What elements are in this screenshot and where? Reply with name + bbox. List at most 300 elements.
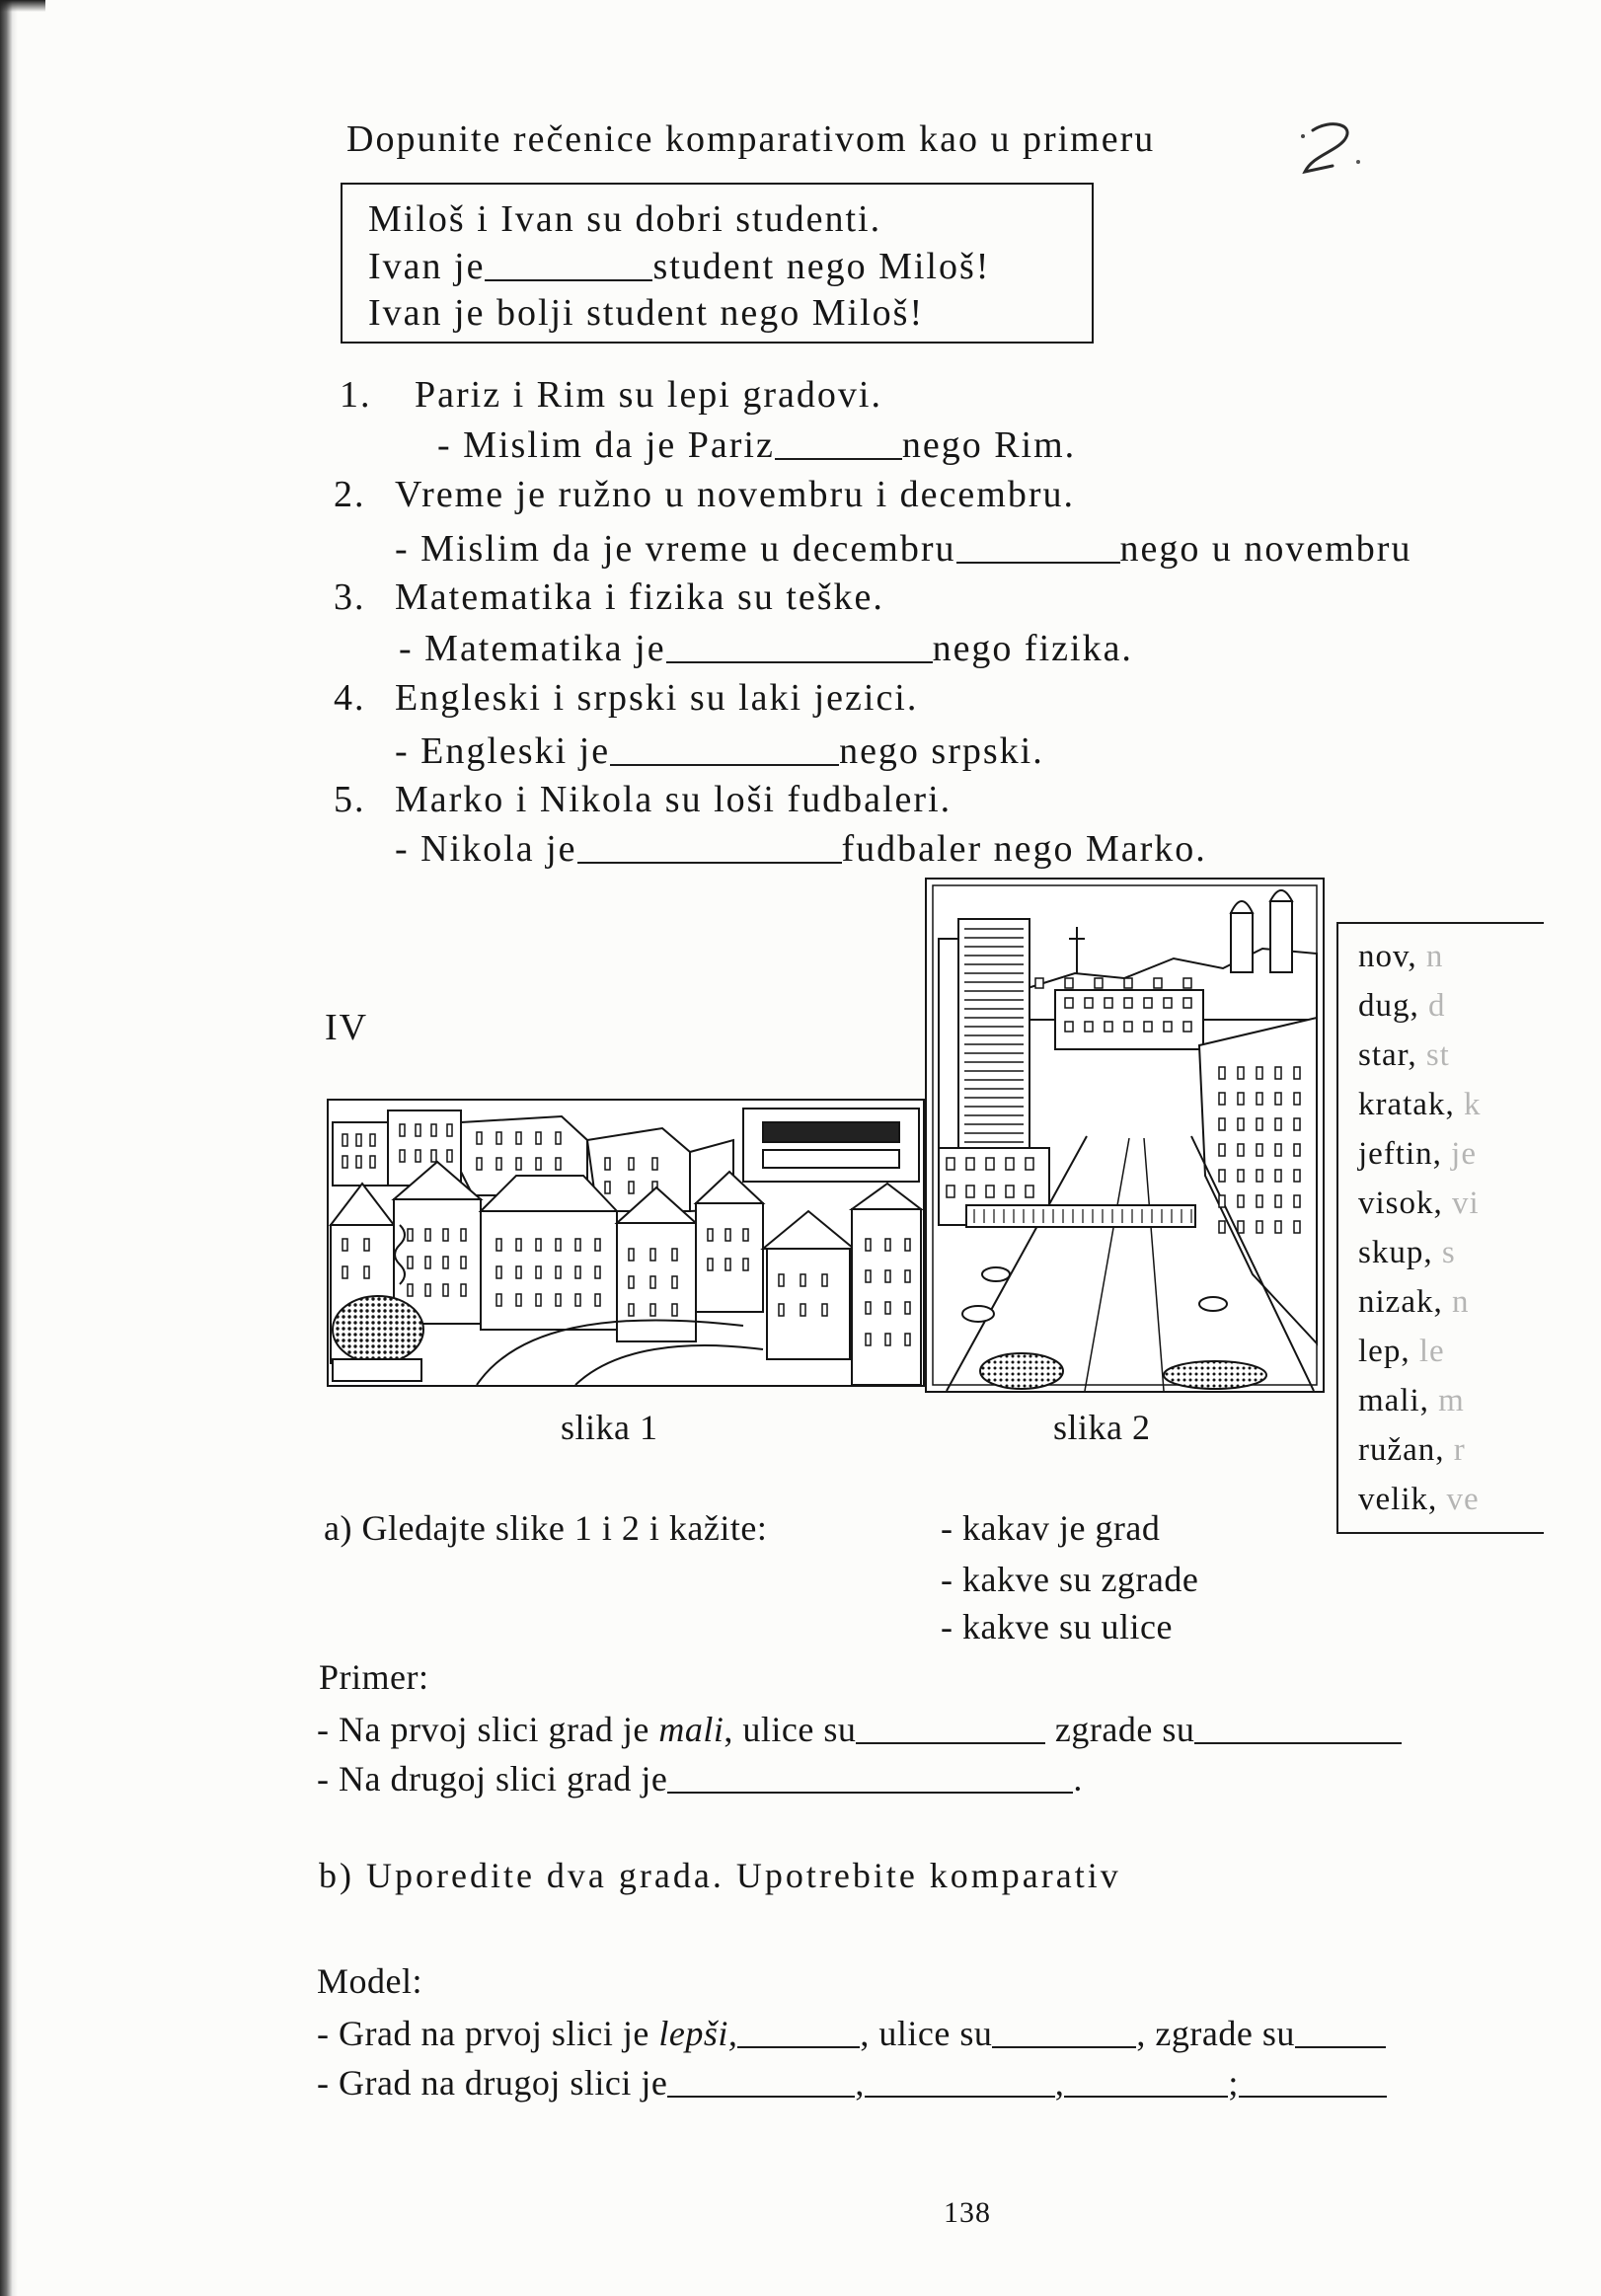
window (1006, 1186, 1014, 1197)
window (431, 1124, 436, 1136)
building (743, 1109, 919, 1182)
item-number: 1. (340, 374, 372, 416)
church-dome (1231, 901, 1253, 913)
model-start: - Grad na prvoj slici je (317, 2014, 659, 2053)
window (779, 1274, 784, 1286)
example-line-2-start: Ivan je (368, 246, 486, 287)
answer-end: fudbaler nego Marko. (841, 828, 1207, 870)
window (743, 1229, 748, 1241)
answer-blank (956, 532, 1120, 564)
bush (1164, 1361, 1266, 1389)
window (1257, 1093, 1262, 1105)
window (629, 1304, 634, 1316)
window (1183, 978, 1191, 988)
model-separator: , zgrade su (1136, 2014, 1295, 2053)
window (1144, 1022, 1152, 1032)
window (1164, 998, 1172, 1008)
window (356, 1134, 361, 1146)
window (1006, 1158, 1014, 1170)
window (986, 1186, 994, 1197)
window (595, 1239, 600, 1251)
picture-1-frame (327, 1099, 925, 1387)
item-answer-line (395, 825, 1207, 873)
house-roof (852, 1184, 921, 1209)
word-list-item (1358, 1475, 1481, 1524)
window (1219, 1093, 1225, 1105)
window (629, 1276, 634, 1288)
window (425, 1229, 430, 1241)
window (866, 1239, 871, 1251)
window (1065, 1022, 1073, 1032)
window (986, 1158, 994, 1170)
window (947, 1186, 954, 1197)
window (408, 1229, 413, 1241)
town-drawing (331, 1109, 921, 1385)
model-line-1 (317, 2010, 1386, 2057)
adjective: nizak, (1358, 1284, 1443, 1320)
adjective: dug, (1358, 988, 1419, 1024)
window (1105, 998, 1112, 1008)
window (866, 1270, 871, 1282)
window (556, 1158, 561, 1170)
window (1219, 1118, 1225, 1130)
window (556, 1239, 561, 1251)
example-a-end: . (1073, 1759, 1083, 1799)
answer-start: - Mislim da je vreme u decembru (395, 528, 956, 570)
house-roof (763, 1211, 854, 1249)
window (885, 1270, 890, 1282)
cut-off-fragment: d (1428, 988, 1446, 1024)
window (725, 1259, 730, 1270)
window (536, 1266, 541, 1278)
window (650, 1304, 655, 1316)
window (1065, 998, 1073, 1008)
window (461, 1229, 466, 1241)
cut-off-fragment: ve (1446, 1482, 1480, 1517)
word-list-item (1358, 1179, 1481, 1228)
word-list-item (1358, 1425, 1481, 1475)
pencil-dot (1301, 134, 1305, 138)
word-list-item (1358, 932, 1481, 981)
example-a-end: zgrade su (1045, 1710, 1195, 1749)
window (629, 1158, 634, 1170)
window (1219, 1221, 1225, 1233)
city-drawing (933, 885, 1317, 1391)
window (1164, 1022, 1172, 1032)
answer-end: nego u novembru (1119, 528, 1412, 570)
road-edge (575, 1345, 763, 1385)
window (1275, 1118, 1281, 1130)
answer-blank (485, 250, 652, 281)
example-box (341, 183, 1094, 344)
picture-1-caption: slika 1 (561, 1408, 658, 1447)
window (1105, 1022, 1112, 1032)
window (905, 1334, 910, 1345)
pencil-dot (1356, 160, 1360, 164)
cut-off-fragment: n (1451, 1284, 1470, 1320)
window (425, 1284, 430, 1296)
item-answer-line (395, 525, 1411, 573)
picture-2-frame (925, 878, 1325, 1393)
window (370, 1134, 375, 1146)
window (866, 1302, 871, 1314)
window (1294, 1093, 1300, 1105)
adjective: velik, (1358, 1482, 1438, 1517)
item-number: 5. (334, 779, 366, 820)
window (343, 1156, 347, 1168)
example-a-start: - Na prvoj slici grad je (317, 1710, 659, 1749)
window (629, 1182, 634, 1193)
cut-off-fragment: vi (1452, 1186, 1480, 1221)
window (1238, 1093, 1244, 1105)
building-window-band (763, 1122, 899, 1142)
answer-blank (667, 2066, 855, 2098)
example-a-middle: , ulice su (724, 1710, 857, 1749)
exercise-title: Dopunite rečenice komparativom kao u primeru (346, 118, 1156, 160)
window (1026, 1186, 1033, 1197)
item-number: 3. (334, 576, 366, 618)
answer-end: nego fizika. (932, 628, 1133, 669)
window (496, 1294, 501, 1306)
window (1294, 1170, 1300, 1182)
window (1275, 1067, 1281, 1079)
word-list-item (1358, 1129, 1481, 1179)
window (343, 1266, 347, 1278)
answer-blank (737, 2017, 860, 2048)
adjective: mali, (1358, 1383, 1429, 1418)
task-a-question: - kakve su ulice (941, 1607, 1173, 1646)
window (1238, 1195, 1244, 1207)
window (461, 1284, 466, 1296)
item-number: 4. (334, 677, 366, 719)
church-dome (1270, 890, 1292, 901)
picture-2-caption: slika 2 (1053, 1408, 1151, 1447)
tram-track (1085, 1138, 1129, 1391)
window (516, 1266, 521, 1278)
window (652, 1158, 657, 1170)
adjective-word-box (1336, 922, 1544, 1534)
cut-off-fragment: r (1453, 1432, 1466, 1468)
item-number: 2. (334, 474, 366, 515)
window (443, 1257, 448, 1268)
window (885, 1239, 890, 1251)
item-sentence: Vreme je ružno u novembru i decembru. (395, 474, 1075, 515)
window (536, 1158, 541, 1170)
model-line-2 (317, 2059, 1387, 2106)
window (800, 1304, 805, 1316)
window (447, 1124, 452, 1136)
answer-start: - Matematika je (399, 628, 666, 669)
window (1183, 1022, 1191, 1032)
window (477, 1158, 482, 1170)
window (1035, 978, 1043, 988)
item-sentence: Pariz i Rim su lepi gradovi. (415, 374, 882, 416)
cut-off-fragment: je (1451, 1136, 1477, 1172)
building-window-band (763, 1150, 899, 1168)
window (743, 1259, 748, 1270)
answer-blank (1239, 2066, 1387, 2098)
tram-row (966, 1205, 1195, 1227)
window (370, 1156, 375, 1168)
window (708, 1229, 713, 1241)
adjective: lep, (1358, 1334, 1410, 1369)
window (516, 1158, 521, 1170)
answer-blank (610, 734, 839, 766)
window (1294, 1067, 1300, 1079)
word-list-item (1358, 1228, 1481, 1277)
answer-blank (1194, 1713, 1402, 1744)
window (536, 1132, 541, 1144)
window (416, 1150, 420, 1162)
model-separator: , (1054, 2063, 1065, 2103)
scan-corner-mark (0, 0, 45, 12)
window (575, 1294, 580, 1306)
binding-shadow (0, 0, 18, 2296)
word-list-item (1358, 1031, 1481, 1080)
answer-blank (1064, 2066, 1228, 2098)
window (605, 1158, 610, 1170)
answer-blank (666, 632, 933, 663)
cut-off-fragment: s (1441, 1235, 1456, 1270)
window (496, 1266, 501, 1278)
car (1199, 1297, 1227, 1311)
window (1154, 978, 1162, 988)
church-tower (1231, 913, 1253, 972)
window (575, 1266, 580, 1278)
page-number: 138 (944, 2196, 991, 2229)
window (1238, 1067, 1244, 1079)
window (1124, 998, 1132, 1008)
example-line-3: Ivan je bolji student nego Miloš! (368, 292, 925, 334)
window (575, 1239, 580, 1251)
example-line-1: Miloš i Ivan su dobri studenti. (368, 198, 882, 240)
word-list-item (1358, 1376, 1481, 1425)
church-tower (1270, 901, 1292, 972)
window (605, 1182, 610, 1193)
window (1144, 998, 1152, 1008)
window (496, 1132, 501, 1144)
window (364, 1239, 369, 1251)
window (400, 1150, 405, 1162)
window (516, 1239, 521, 1251)
window (1026, 1158, 1033, 1170)
window (536, 1294, 541, 1306)
window (556, 1294, 561, 1306)
task-b-prompt: b) Uporedite dva grada. Upotrebite komparativ (319, 1856, 1121, 1895)
model-label: Model: (317, 1961, 422, 2001)
window (822, 1304, 827, 1316)
model-separator: , (855, 2063, 865, 2103)
window (650, 1276, 655, 1288)
model-separator: , ulice su (860, 2014, 993, 2053)
window (1257, 1170, 1262, 1182)
cut-off-fragment: st (1425, 1037, 1450, 1073)
answer-blank (667, 1762, 1073, 1794)
answer-blank (992, 2017, 1136, 2048)
window (866, 1334, 871, 1345)
window (1238, 1118, 1244, 1130)
adjective: nov, (1358, 939, 1417, 974)
window (1219, 1195, 1225, 1207)
window (672, 1249, 677, 1261)
adjective: kratak, (1358, 1087, 1455, 1122)
window (1065, 978, 1073, 988)
city-illustration (927, 880, 1323, 1391)
window (1085, 998, 1093, 1008)
window (1257, 1195, 1262, 1207)
window (1275, 1195, 1281, 1207)
window (516, 1294, 521, 1306)
window (1219, 1170, 1225, 1182)
example-a-start: - Na drugoj slici grad je (317, 1759, 668, 1799)
window (1219, 1067, 1225, 1079)
cut-off-fragment: k (1463, 1087, 1482, 1122)
window (461, 1257, 466, 1268)
model-italic-word: lepši, (658, 2014, 738, 2053)
window (905, 1302, 910, 1314)
adjective-list (1358, 932, 1481, 1524)
window (595, 1266, 600, 1278)
adjective: skup, (1358, 1235, 1433, 1270)
town-illustration (329, 1101, 923, 1385)
window (1294, 1195, 1300, 1207)
cut-off-fragment: m (1438, 1383, 1465, 1418)
window (1294, 1144, 1300, 1156)
example-a-italic-word: mali (658, 1710, 724, 1749)
window (595, 1294, 600, 1306)
window (443, 1284, 448, 1296)
word-list-item (1358, 1080, 1481, 1129)
pencil-stroke (1305, 124, 1347, 172)
window (885, 1334, 890, 1345)
window (629, 1249, 634, 1261)
answer-start: - Nikola je (395, 828, 577, 870)
window (1257, 1144, 1262, 1156)
window (1257, 1221, 1262, 1233)
task-a-question: - kakav je grad (941, 1508, 1161, 1548)
item-sentence: Marko i Nikola su loši fudbaleri. (395, 779, 953, 820)
window (356, 1156, 361, 1168)
skyscraper (958, 919, 1029, 1154)
word-list-item (1358, 1327, 1481, 1376)
window (536, 1239, 541, 1251)
building (333, 1122, 388, 1186)
example-a-line-1 (317, 1706, 1402, 1753)
window (1257, 1118, 1262, 1130)
window (725, 1229, 730, 1241)
answer-blank (775, 428, 902, 460)
item-answer-line (395, 727, 1044, 775)
window (1275, 1144, 1281, 1156)
window (905, 1270, 910, 1282)
bush (980, 1353, 1063, 1389)
window (1238, 1170, 1244, 1182)
window (800, 1274, 805, 1286)
window (947, 1158, 954, 1170)
window (1294, 1118, 1300, 1130)
adjective: jeftin, (1358, 1136, 1442, 1172)
window (1219, 1144, 1225, 1156)
example-line-2-end: student nego Miloš! (652, 246, 991, 287)
house (852, 1209, 921, 1385)
window (672, 1276, 677, 1288)
window (1275, 1221, 1281, 1233)
window (443, 1229, 448, 1241)
example-line-2 (368, 243, 990, 290)
adjective: visok, (1358, 1186, 1443, 1221)
answer-blank (577, 832, 842, 864)
cut-off-fragment: n (1425, 939, 1444, 974)
window (1095, 978, 1103, 988)
word-list-item (1358, 1277, 1481, 1327)
window (477, 1132, 482, 1144)
window (556, 1266, 561, 1278)
model-separator: ; (1228, 2063, 1239, 2103)
window (822, 1274, 827, 1286)
window (1275, 1170, 1281, 1182)
window (516, 1132, 521, 1144)
window (496, 1239, 501, 1251)
window (1238, 1144, 1244, 1156)
window (408, 1284, 413, 1296)
window (1257, 1067, 1262, 1079)
window (343, 1239, 347, 1251)
house (696, 1203, 763, 1312)
answer-end: nego Rim. (901, 424, 1077, 466)
window (1183, 998, 1191, 1008)
window (708, 1259, 713, 1270)
window (408, 1257, 413, 1268)
item-sentence: Matematika i fizika su teške. (395, 576, 884, 618)
word-list-item (1358, 981, 1481, 1031)
window (431, 1150, 436, 1162)
adjective: ružan, (1358, 1432, 1445, 1468)
window (1275, 1093, 1281, 1105)
example-label: Primer: (319, 1657, 429, 1697)
window (966, 1186, 974, 1197)
item-answer-line (399, 625, 1133, 672)
window (447, 1150, 452, 1162)
window (672, 1304, 677, 1316)
window (1238, 1221, 1244, 1233)
fence (333, 1359, 421, 1381)
item-sentence: Engleski i srpski su laki jezici. (395, 677, 919, 719)
window (416, 1124, 420, 1136)
example-a-line-2 (317, 1755, 1083, 1802)
answer-end: nego srpski. (839, 730, 1044, 772)
window (425, 1257, 430, 1268)
window (779, 1304, 784, 1316)
window (343, 1134, 347, 1146)
pencil-mark (1283, 116, 1378, 186)
task-a-prompt: a) Gledajte slike 1 i 2 i kažite: (324, 1508, 768, 1548)
window (556, 1132, 561, 1144)
tree (333, 1296, 423, 1363)
section-label: IV (325, 1007, 369, 1048)
window (1124, 978, 1132, 988)
answer-blank (1295, 2017, 1386, 2048)
model-start: - Grad na drugoj slici je (317, 2063, 668, 2103)
house-roof (331, 1184, 394, 1225)
cut-off-fragment: le (1418, 1334, 1445, 1369)
window (650, 1249, 655, 1261)
answer-start: - Mislim da je Pariz (437, 424, 775, 466)
window (1085, 1022, 1093, 1032)
adjective: star, (1358, 1037, 1417, 1073)
window (400, 1124, 405, 1136)
window (1294, 1221, 1300, 1233)
window (496, 1158, 501, 1170)
